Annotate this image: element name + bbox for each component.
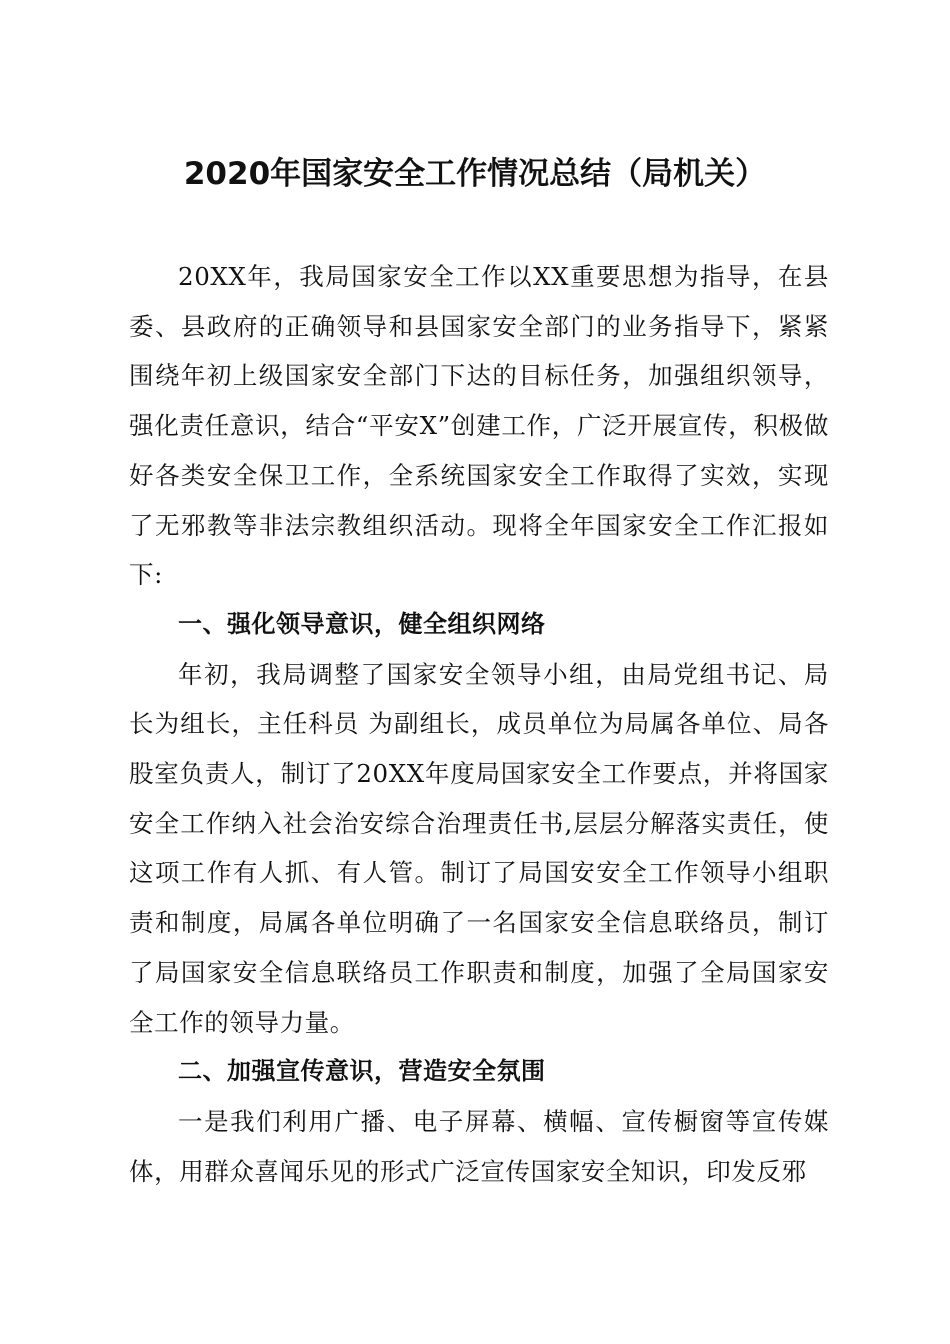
section-heading-1: 一、强化领导意识，健全组织网络: [178, 609, 546, 638]
document-title: 2020年国家安全工作情况总结（局机关）: [183, 156, 767, 192]
document-body: [129, 252, 829, 1196]
intro-paragraph: 20XX年，我局国家安全工作以XX重要思想为指导，在县委、县政府的正确领导和县国家安全部门的业务指导下，紧紧围绕年初上级国家安全部门下达的目标任务，加强组织领导，强化责任意识，结合“平安X”创建工作，广泛开展宣传，积极做好各类安全保卫工作，全系统国家安全工作取得了实效，实现了无邪教等非法宗教组织活动。现将全年国家安全工作汇报如下:: [129, 262, 829, 590]
section-heading-2: 二、加强宣传意识，营造安全氛围: [178, 1057, 546, 1086]
section-1-paragraph: 年初，我局调整了国家安全领导小组，由局党组书记、局长为组长，主任科员 为副组长，成员单位为局属各单位、局各股室负责人，制订了20XX年度局国家安全工作要点，并将国家安全工作纳入社会治安综合治理责任书,层层分解落实责任，使这项工作有人抓、有人管。制订了局国安安全工作领导小组职责和制度，局属各单位明确了一名国家安全信息联络员，制订了局国家安全信息联络员工作职责和制度，加强了全局国家安全工作的领导力量。: [129, 659, 829, 1037]
section-2-paragraph: 一是我们利用广播、电子屏幕、横幅、宣传橱窗等宣传媒体，用群众喜闻乐见的形式广泛宣传国家安全知识，印发反邪: [129, 1106, 829, 1186]
